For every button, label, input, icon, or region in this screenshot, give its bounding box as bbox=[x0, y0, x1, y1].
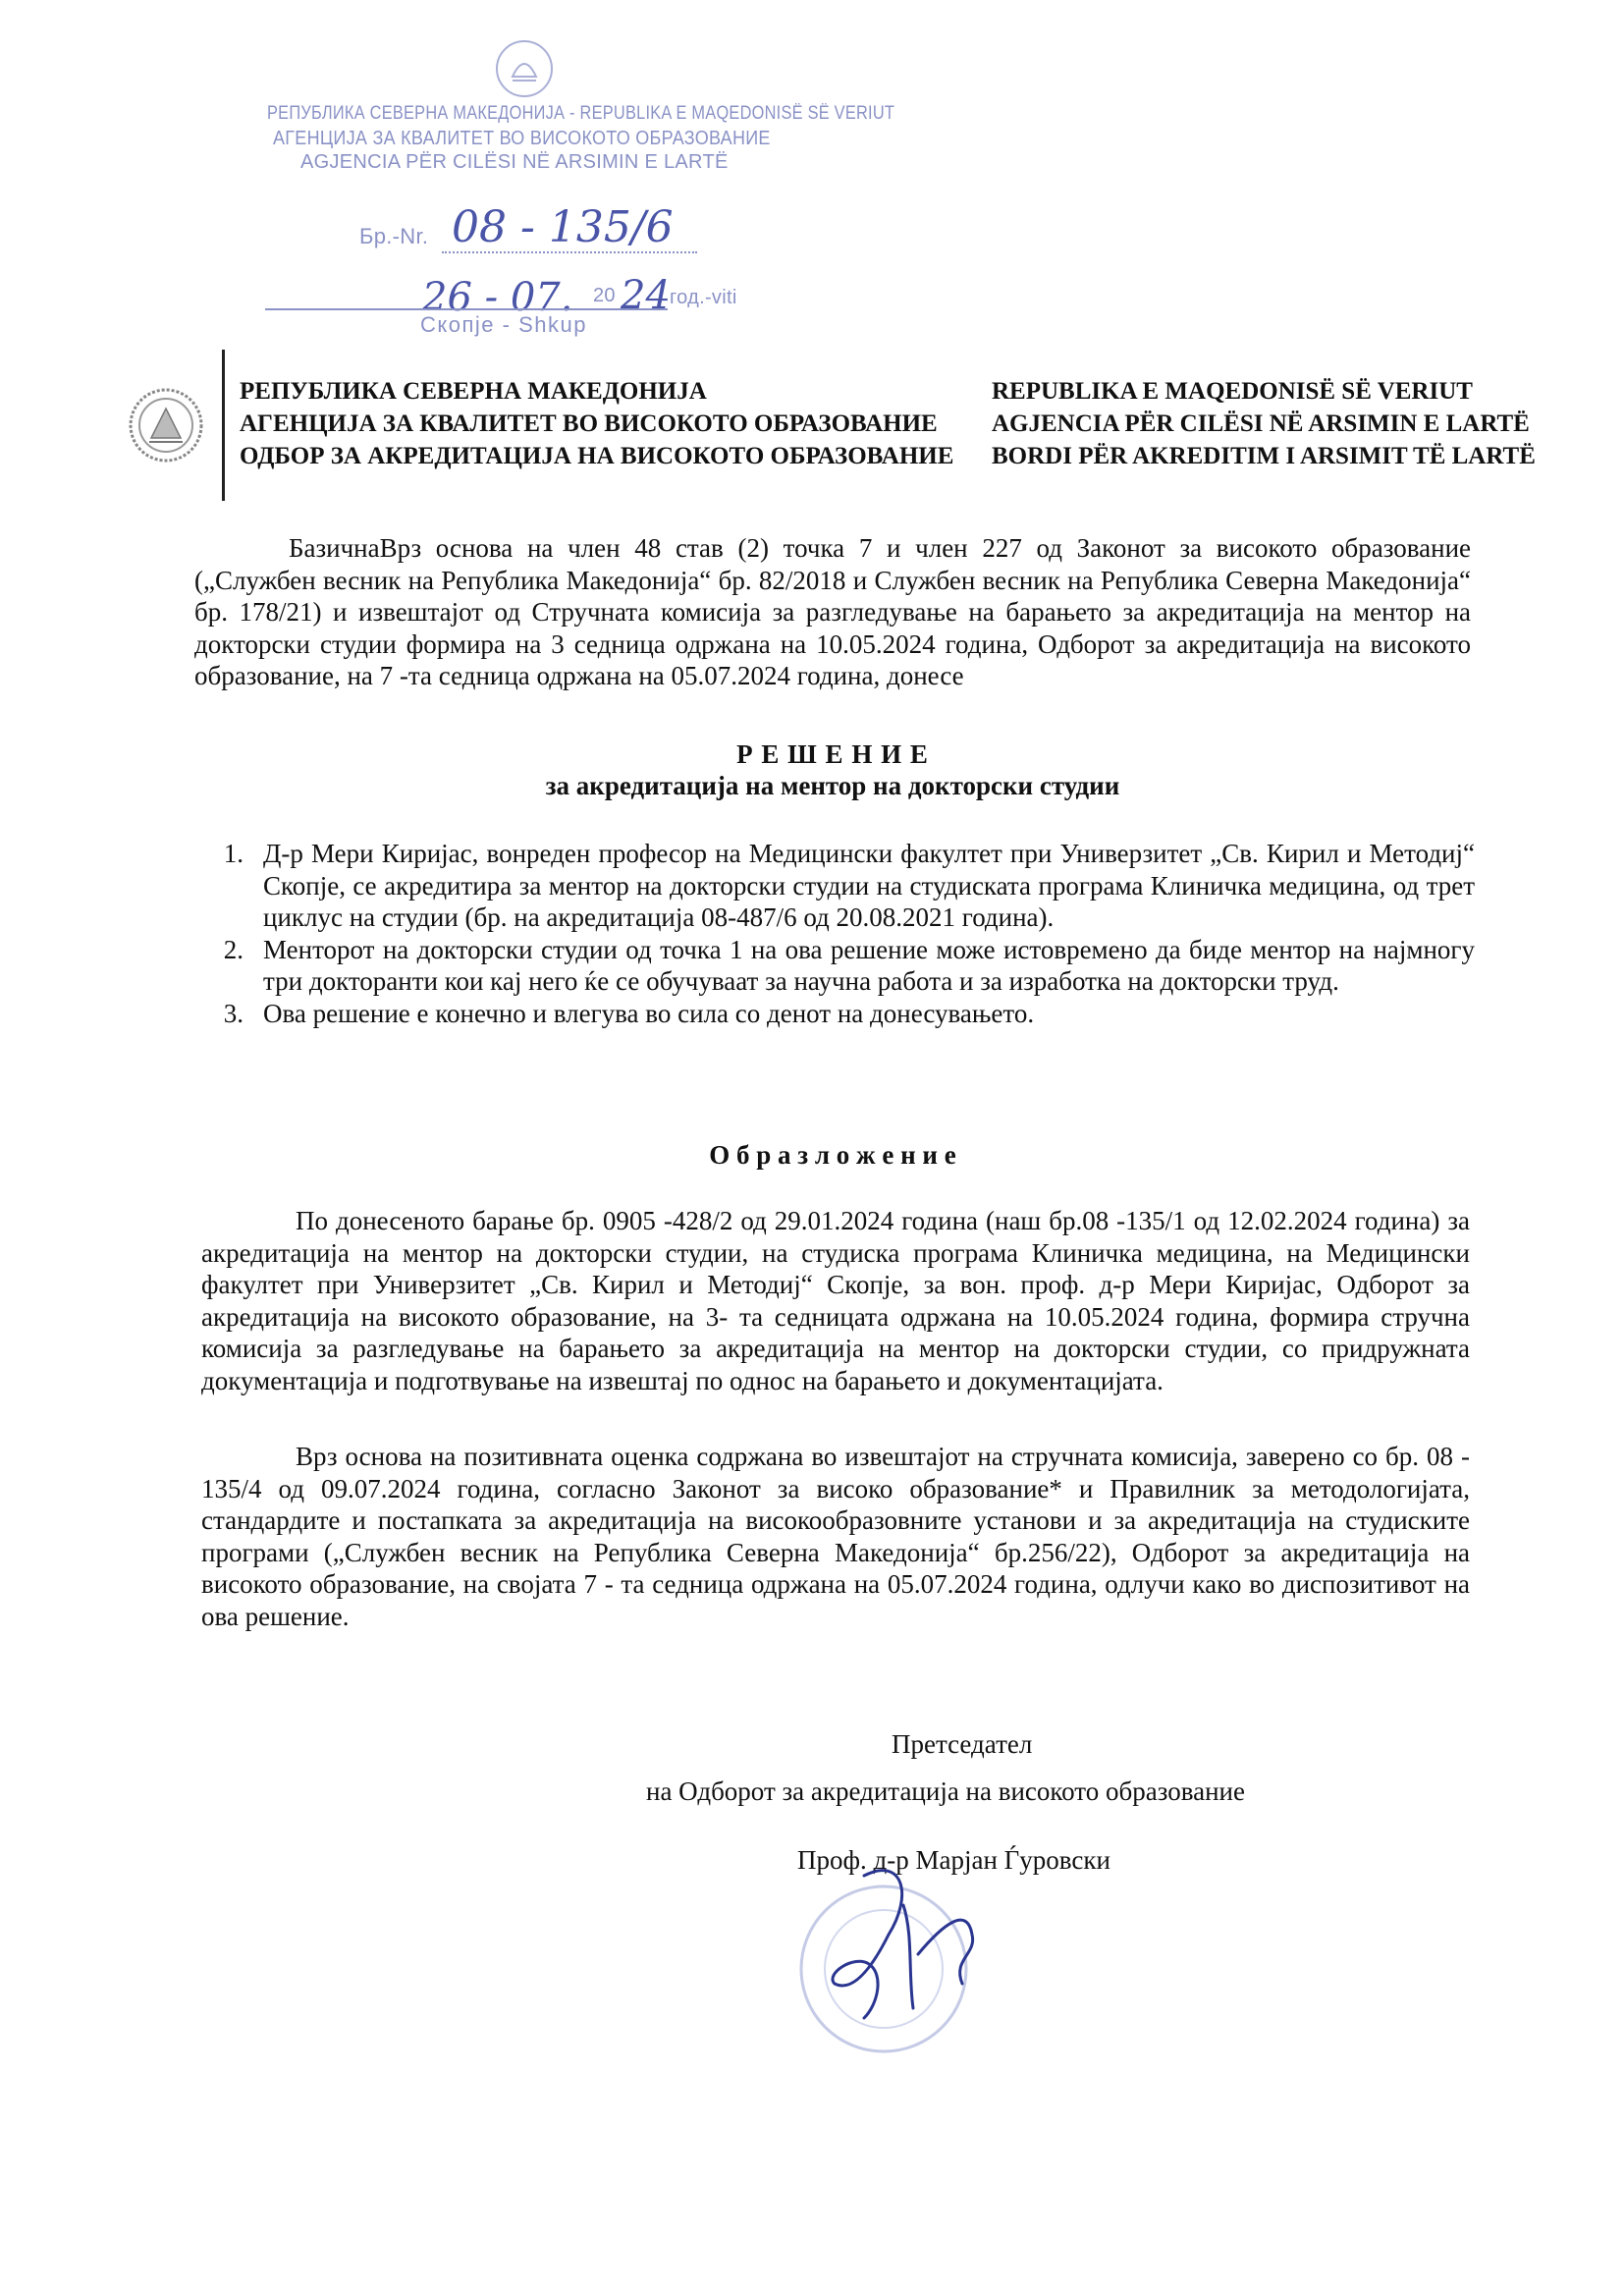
stamp-year-label: год.-viti bbox=[670, 287, 737, 308]
registration-stamp bbox=[265, 29, 895, 344]
stamp-number-label: Бр.-Nr. bbox=[359, 224, 429, 248]
header-logo-bar bbox=[222, 350, 225, 501]
stamp-date-line bbox=[265, 308, 668, 310]
stamp-place: Скопје - Shkup bbox=[420, 312, 587, 337]
item-text: Д-р Мери Киријас, вонреден професор на Медицински факултет при Универзитет „Св. Кирил и Методиј“ Скопје, се акредитира за ментор на докторски студии на студиската програма Клиничка медицина, од трет циклус на студии (бр. на акредитација 08-487/6 од 20.08.2021 година). bbox=[263, 839, 1475, 932]
header-mk-country: РЕПУБЛИКА СЕВЕРНА МАКЕДОНИЈА bbox=[240, 378, 707, 405]
coat-of-arms-icon bbox=[126, 385, 206, 465]
stamp-year: 24 bbox=[621, 273, 671, 318]
signature-block bbox=[638, 1728, 1326, 2003]
decision-title: Р Е Ш Е Н И Е bbox=[736, 739, 929, 769]
decision-item bbox=[189, 934, 1475, 998]
item-text: Менторот на докторски студии од точка 1 на ова решение може истовремено да биде ментор на најмногу три докторанти кои кај него ќе се обучуваат за научна работа и за изработка на докторски труд. bbox=[263, 934, 1475, 996]
explanation-title: О б р а з л о ж е н и е bbox=[709, 1140, 956, 1170]
header-sq-board: BORDI PËR AKREDITIM I ARSIMIT TË LARTË bbox=[992, 443, 1536, 469]
item-text: Ова решение е конечно и влегува во сила со денот на донесувањето. bbox=[263, 998, 1035, 1028]
signature-role: Претседател bbox=[892, 1729, 1033, 1759]
explanation-paragraph-1: По донесеното барање бр. 0905 -428/2 од 29.01.2024 година (наш бр.08 -135/1 од 12.02.2024 година) за акредитација на ментор на докторски студии, на студиска програма Клиничка медицина, на Медицински факултет при Универзитет „Св. Кирил и Методиј“ Скопје, за вон. проф. д-р Мери Киријас, Одборот за акредитација на високото образование, на 3- та седницата одржана на 10.05.2024 година, формира стручна комисија за разгледување на барањето за акредитација на ментор на докторски студии, со придружната документација и подготвување на извештај по однос на барањето и документацијата. bbox=[201, 1206, 1470, 1395]
item-number: 1. bbox=[223, 839, 244, 868]
signature-name: Проф. д-р Марјан Ѓуровски bbox=[797, 1845, 1110, 1875]
stamp-number-line bbox=[442, 251, 697, 253]
stamp-number-value: 08 - 135/6 bbox=[452, 202, 674, 252]
item-number: 2. bbox=[223, 934, 244, 964]
stamp-year-prefix: 20 bbox=[593, 285, 616, 306]
decision-items bbox=[189, 838, 1475, 1029]
header-mk-agency: АГЕНЦИЈА ЗА КВАЛИТЕТ ВО ВИСОКОТО ОБРАЗОВАНИЕ bbox=[240, 410, 938, 437]
stamp-line-1: РЕПУБЛИКА СЕВЕРНА МАКЕДОНИЈА - REPUBLIKA E MAQEDONISË SË VERIUT bbox=[267, 103, 895, 124]
header-sq-country: REPUBLIKA E MAQEDONISË SË VERIUT bbox=[992, 378, 1473, 405]
decision-item bbox=[189, 998, 1475, 1030]
explanation-paragraph-2: Врз основа на позитивната оценка содржана во извештајот на стручната комисија, заверено со бр. 08 - 135/4 од 09.07.2024 година, согласно Законот за високо образование* и Правилник за методологијата, стандардите и постапката за акредитација на високообразовните установи и за акредитација на студиските програми („Службен весник на Република Северна Македонија“ бр.256/22), Одборот за акредитација на високото образование, на својата 7 - та седница одржана на 05.07.2024 година, одлучи како во диспозитивот на ова решение. bbox=[201, 1442, 1470, 1631]
header-sq-agency: AGJENCIA PËR CILËSI NË ARSIMIN E LARTË bbox=[992, 410, 1530, 437]
decision-subtitle: за акредитација на ментор на докторски студии bbox=[545, 771, 1120, 800]
stamp-line-2: АГЕНЦИЈА ЗА КВАЛИТЕТ ВО ВИСОКОТО ОБРАЗОВАНИЕ bbox=[273, 128, 771, 149]
signature-body: на Одборот за акредитација на високото образование bbox=[646, 1776, 1245, 1806]
decision-item bbox=[189, 838, 1475, 934]
intro-paragraph: БазичнаВрз основа на член 48 став (2) точка 7 и член 227 од Законот за високото образование („Службен весник на Република Македонија“ бр. 82/2018 и Службен весник на Република Северна Македонија“ бр. 178/21) и извештајот од Стручната комисија за разгледување на барањето за акредитација на ментор на докторски студии формира на 3 седница одржана на 10.05.2024 година, Одборот за акредитација на високото образование, на 7 -та седница одржана на 05.07.2024 година, донесе bbox=[194, 533, 1471, 690]
handwritten-signature-icon bbox=[795, 1836, 1041, 2033]
header-macedonian bbox=[240, 375, 953, 472]
coat-of-arms-seal-icon bbox=[493, 37, 556, 100]
stamp-date: 26 - 07. bbox=[422, 275, 573, 320]
header-albanian bbox=[992, 375, 1536, 472]
header-mk-board: ОДБОР ЗА АКРЕДИТАЦИЈА НА ВИСОКОТО ОБРАЗОВАНИЕ bbox=[240, 443, 954, 469]
stamp-line-3: AGJENCIA PËR CILËSI NË ARSIMIN E LARTË bbox=[300, 151, 729, 173]
item-number: 3. bbox=[223, 998, 244, 1028]
